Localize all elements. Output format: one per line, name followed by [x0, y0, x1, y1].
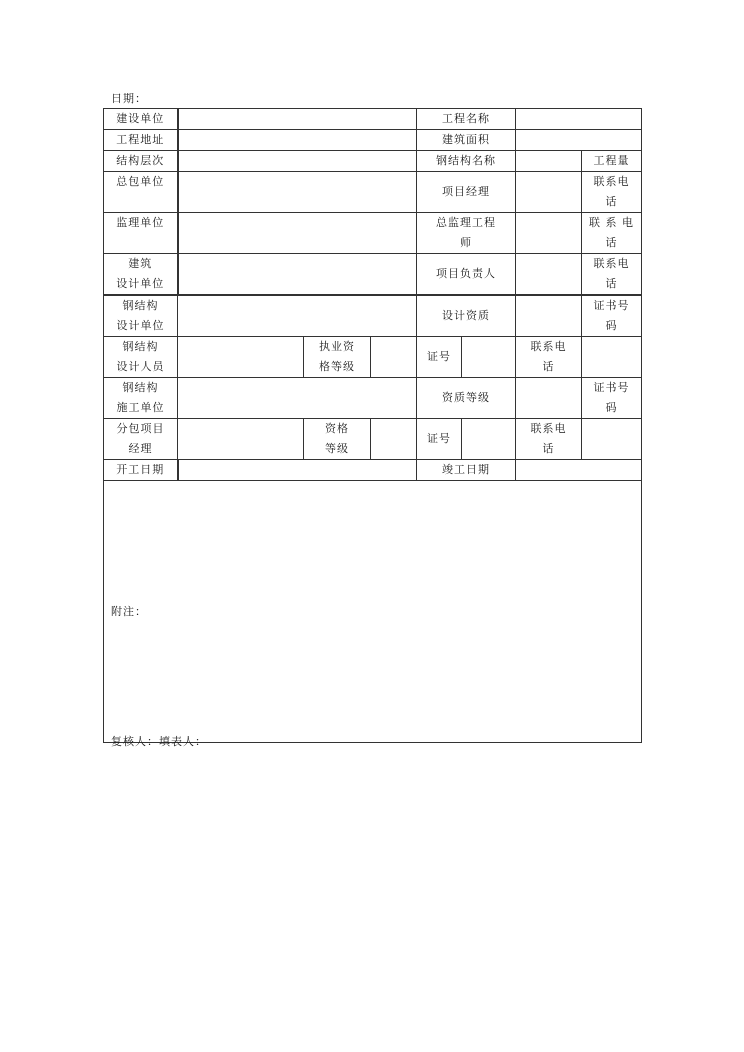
- field-project-address[interactable]: [178, 130, 417, 151]
- field-project-name[interactable]: [516, 109, 642, 130]
- label-qualification-level-2: 等级: [325, 442, 349, 455]
- row-dates: [104, 460, 642, 481]
- row-supervision-unit: [104, 213, 642, 254]
- label-chief-supervisor: [417, 213, 516, 254]
- label-cert-no: 证号: [417, 419, 462, 460]
- label-certificate-number: [582, 378, 642, 419]
- label-architectural-design-1: 建筑: [128, 257, 153, 270]
- label-steel-designer-2: 设计人员: [116, 360, 165, 373]
- field-cert-no[interactable]: [462, 419, 516, 460]
- field-contact-phone[interactable]: [582, 419, 642, 460]
- label-practice-qualification-2: 格等级: [319, 360, 355, 373]
- field-design-qualification[interactable]: [516, 295, 582, 337]
- row-steel-designer: [104, 337, 642, 378]
- label-architectural-design: [104, 254, 178, 296]
- field-steel-construction-unit[interactable]: [178, 378, 417, 419]
- label-contact-phone-1: 联系电: [530, 422, 567, 435]
- label-project-name: 工程名称: [417, 109, 516, 130]
- notes-area[interactable]: [104, 481, 642, 743]
- field-supervision-unit[interactable]: [178, 213, 417, 254]
- label-chief-supervisor-1: 总监理工程: [436, 216, 496, 229]
- label-chief-supervisor-2: 师: [460, 236, 472, 249]
- label-construction-unit: 建设单位: [104, 109, 178, 130]
- row-notes: [104, 481, 642, 743]
- label-steel-design-unit-1: 钢结构: [122, 299, 159, 312]
- label-contact-phone-2: 话: [542, 360, 555, 373]
- label-certificate-number-1: 证书号: [593, 381, 630, 394]
- label-project-leader: 项目负责人: [417, 254, 516, 296]
- label-contact-phone-1: 联系电: [593, 257, 630, 270]
- label-certificate-number: [582, 295, 642, 337]
- row-steel-construction-unit: [104, 378, 642, 419]
- label-design-qualification: 设计资质: [417, 295, 516, 337]
- label-building-area: 建筑面积: [417, 130, 516, 151]
- label-steel-designer: [104, 337, 178, 378]
- label-certificate-number-1: 证书号: [593, 299, 630, 312]
- label-contact-phone-2: 话: [605, 236, 618, 249]
- label-contact-phone: [516, 337, 582, 378]
- field-steel-design-unit[interactable]: [178, 295, 417, 337]
- label-contact-phone-2: 话: [605, 195, 618, 208]
- row-subcontract-manager: [104, 419, 642, 460]
- field-qualification-grade[interactable]: [516, 378, 582, 419]
- label-start-date: 开工日期: [104, 460, 178, 481]
- field-contact-phone[interactable]: [582, 337, 642, 378]
- label-cert-no: 证号: [417, 337, 462, 378]
- field-practice-qualification[interactable]: [371, 337, 417, 378]
- field-construction-unit[interactable]: [178, 109, 417, 130]
- label-steel-design-unit: [104, 295, 178, 337]
- field-steel-designer[interactable]: [178, 337, 304, 378]
- notes-label: 附注：: [111, 604, 147, 618]
- label-qualification-level: [304, 419, 371, 460]
- label-practice-qualification-1: 执业资: [319, 340, 355, 353]
- footer-signatures: 复核人：填表人：: [111, 735, 207, 748]
- label-steel-structure-name: 钢结构名称: [417, 151, 516, 172]
- field-cert-no[interactable]: [462, 337, 516, 378]
- label-certificate-number-2: 码: [605, 401, 618, 414]
- label-practice-qualification: [304, 337, 371, 378]
- label-completion-date: 竣工日期: [417, 460, 516, 481]
- field-qualification-level[interactable]: [371, 419, 417, 460]
- row-project-address: [104, 130, 642, 151]
- label-contact-phone: [582, 172, 642, 213]
- label-contact-phone-1: 联系电: [593, 175, 630, 188]
- label-contact-phone: [582, 254, 642, 296]
- label-contact-phone-1: 联 系 电: [589, 216, 634, 229]
- label-contact-phone: [516, 419, 582, 460]
- label-steel-design-unit-2: 设计单位: [116, 319, 165, 332]
- label-steel-construction-unit-1: 钢结构: [122, 381, 159, 394]
- label-qualification-level-1: 资格: [325, 422, 349, 435]
- label-steel-construction-unit-2: 施工单位: [116, 401, 165, 414]
- row-architectural-design: [104, 254, 642, 296]
- label-project-address: 工程地址: [104, 130, 178, 151]
- field-project-manager[interactable]: [516, 172, 582, 213]
- label-certificate-number-2: 码: [605, 319, 618, 332]
- label-subcontract-manager-2: 经理: [128, 442, 153, 455]
- field-start-date[interactable]: [178, 460, 417, 481]
- row-general-contractor: [104, 172, 642, 213]
- field-project-leader[interactable]: [516, 254, 582, 296]
- label-contact-phone-2: 话: [605, 277, 618, 290]
- field-steel-structure-name[interactable]: [516, 151, 582, 172]
- label-supervision-unit: 监理单位: [104, 213, 178, 254]
- field-general-contractor[interactable]: [178, 172, 417, 213]
- label-contact-phone-1: 联系电: [530, 340, 567, 353]
- field-building-area[interactable]: [516, 130, 642, 151]
- field-completion-date[interactable]: [516, 460, 642, 481]
- label-steel-designer-1: 钢结构: [122, 340, 159, 353]
- label-subcontract-manager: [104, 419, 178, 460]
- label-contact-phone-2: 话: [542, 442, 555, 455]
- project-info-table: [103, 108, 642, 743]
- label-qualification-grade: 资质等级: [417, 378, 516, 419]
- field-architectural-design[interactable]: [178, 254, 417, 296]
- row-construction-unit: [104, 109, 642, 130]
- label-subcontract-manager-1: 分包项目: [116, 422, 165, 435]
- date-label: 日期：: [111, 92, 147, 105]
- field-chief-supervisor[interactable]: [516, 213, 582, 254]
- label-general-contractor: 总包单位: [104, 172, 178, 213]
- label-structure-levels: 结构层次: [104, 151, 178, 172]
- label-contact-phone: [582, 213, 642, 254]
- label-steel-construction-unit: [104, 378, 178, 419]
- field-subcontract-manager[interactable]: [178, 419, 304, 460]
- row-steel-design-unit: [104, 295, 642, 337]
- label-quantity: 工程量: [582, 151, 642, 172]
- label-architectural-design-2: 设计单位: [116, 277, 165, 290]
- row-structure-levels: [104, 151, 642, 172]
- field-structure-levels[interactable]: [178, 151, 417, 172]
- label-project-manager: 项目经理: [417, 172, 516, 213]
